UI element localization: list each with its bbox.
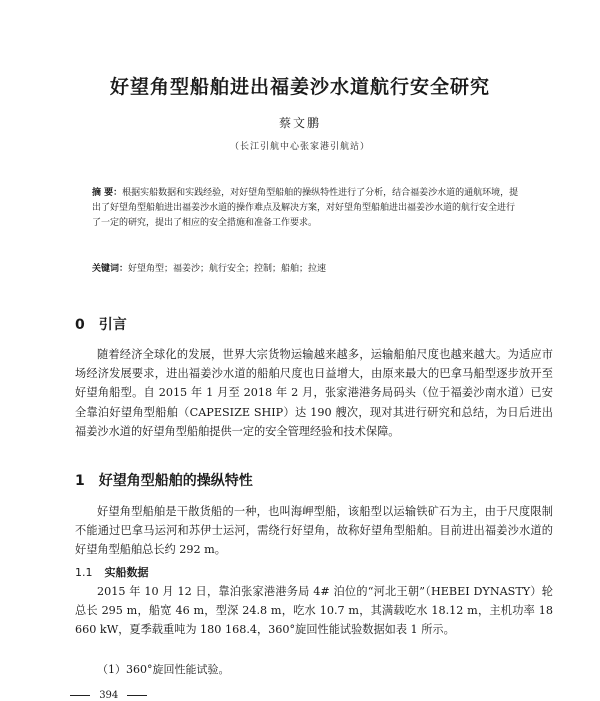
author-affiliation: （长江引航中心张家港引航站） xyxy=(229,142,370,152)
abstract xyxy=(92,186,522,231)
abstract-label: 摘 要： xyxy=(92,188,123,198)
keywords-label: 关键词： xyxy=(92,264,129,274)
section-title: 好望角型船舶的操纵特性 xyxy=(98,473,253,489)
section-number: 1 xyxy=(75,473,85,489)
subsection-title: 实船数据 xyxy=(104,566,149,579)
keywords xyxy=(92,262,522,277)
section-number: 0 xyxy=(75,317,85,333)
section-heading-maneuvering xyxy=(75,470,253,490)
ship-data-paragraph: 2015 年 10 月 12 日，靠泊张家港港务局 4# 泊位的“河北王朝”（HEBEI DYNASTY）轮总长 295 m，船宽 46 m，型深 24.8 m，吃水 10.7 m，其满载吃水 18.12 m，主机功率 18 660 kW，夏季载重吨为 180 168.4，360°旋回性能试验数据如表 1 所示。 xyxy=(75,585,553,637)
footer-dash-right xyxy=(127,695,147,696)
subsection-heading xyxy=(75,564,149,580)
footer-dash-left xyxy=(70,695,90,696)
subsection-number: 1.1 xyxy=(75,566,93,579)
paper-title: 好望角型船舶进出福姜沙水道航行安全研究 xyxy=(109,76,490,98)
abstract-text: 根据实船数据和实践经验，对好望角型船舶的操纵特性进行了分析，结合福姜沙水道的通航环境，提出了好望角型船舶进出福姜沙水道的操作难点及解决方案，对好望角型船舶进出福姜沙水道的航行安全进行了一定的研究，提出了相应的安全措施和准备工作要求。 xyxy=(92,188,519,228)
maneuvering-paragraph: 好望角型船舶是干散货船的一种，也叫海岬型船，该船型以运输铁矿石为主，由于尺度限制不能通过巴拿马运河和苏伊士运河，需绕行好望角，故称好望角型船舶。目前进出福姜沙水道的好望角型船舶总长约 292 m。 xyxy=(75,505,553,557)
introduction-paragraph: 随着经济全球化的发展，世界大宗货物运输越来越多，运输船舶尺度也越来越大。为适应市场经济发展要求，进出福姜沙水道的船舶尺度也日益增大，由原来最大的巴拿马船型逐步放开至好望角船型。自 2015 年 1 月至 2018 年 2 月，张家港港务局码头（位于福姜沙南水道）已安全靠泊好望角型船舶（CAPESIZE SHIP）达 190 艘次，现对其进行研究和总结，为日后进出福姜沙水道的好望角型船舶提供一定的安全管理经验和技术保障。 xyxy=(75,348,553,438)
page-footer xyxy=(70,690,147,701)
keywords-text: 好望角型；福姜沙；航行安全；控制；船舶；拉速 xyxy=(128,264,327,274)
page-number: 394 xyxy=(99,690,119,701)
author-name: 蔡文鹏 xyxy=(278,116,321,130)
list-item-turning-test: （1）360°旋回性能试验。 xyxy=(97,663,230,676)
section-title: 引言 xyxy=(98,317,127,333)
section-heading-introduction xyxy=(75,314,127,334)
